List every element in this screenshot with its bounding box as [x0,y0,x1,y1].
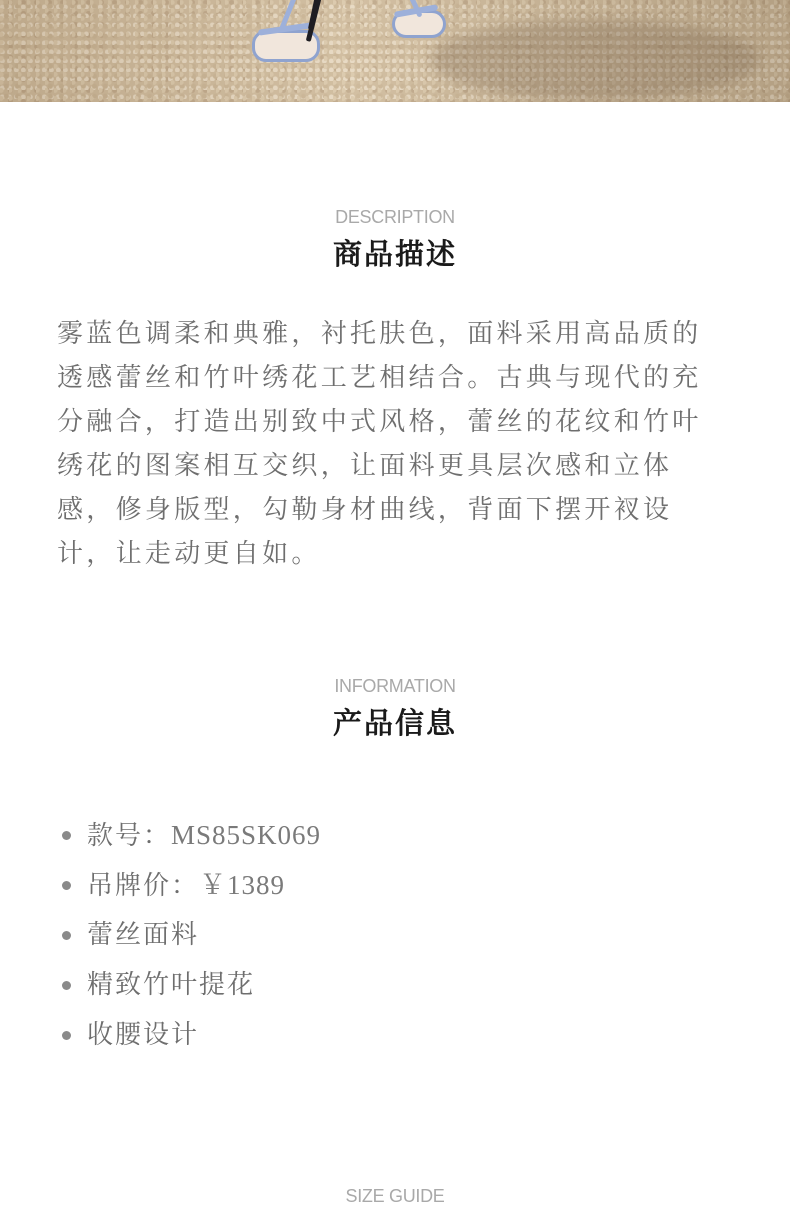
description-line: 雾蓝色调柔和典雅，衬托肤色，面料采用高品质的 [57,319,702,349]
bullet-icon [62,1031,71,1040]
info-value: MS85SK069 [171,820,322,850]
info-item-bamboo-jacquard [60,962,740,1012]
info-label: 收腰设计 [87,1020,200,1050]
shadow-shape [430,20,760,100]
size-guide-en-heading: SIZE GUIDE [345,1186,445,1206]
description-line: 绣花的图案相互交织，让面料更具层次感和立体 [57,451,673,481]
product-photo-strip [0,0,790,102]
info-label: 吊牌价： [87,871,200,901]
bullet-icon [62,981,71,990]
info-value: ￥1389 [199,870,286,900]
info-label: 款号： [87,821,172,851]
info-label: 精致竹叶提花 [87,970,256,1000]
bullet-icon [62,831,71,840]
info-item-lace-fabric [60,912,740,962]
description-line: 透感蕾丝和竹叶绣花工艺相结合。古典与现代的充 [57,363,702,393]
bullet-icon [62,931,71,940]
information-en-heading: INFORMATION [334,676,456,696]
sandal-right-illustration [388,0,458,50]
info-item-price [60,862,740,912]
description-line: 计，让走动更自如。 [57,539,321,569]
description-paragraph [57,312,747,576]
information-cn-heading: 产品信息 [332,706,457,740]
description-line: 分融合，打造出别致中式风格，蕾丝的花纹和竹叶 [57,407,702,437]
description-en-heading: DESCRIPTION [335,207,455,227]
info-label: 蕾丝面料 [87,920,200,950]
info-item-waist-design [60,1012,740,1062]
description-cn-heading: 商品描述 [332,237,457,271]
info-item-style-number [60,812,740,862]
bullet-icon [62,881,71,890]
product-info-list [60,812,740,1062]
description-line: 感，修身版型，勾勒身材曲线，背面下摆开衩设 [57,495,673,525]
sandal-heel-illustration [300,0,340,50]
